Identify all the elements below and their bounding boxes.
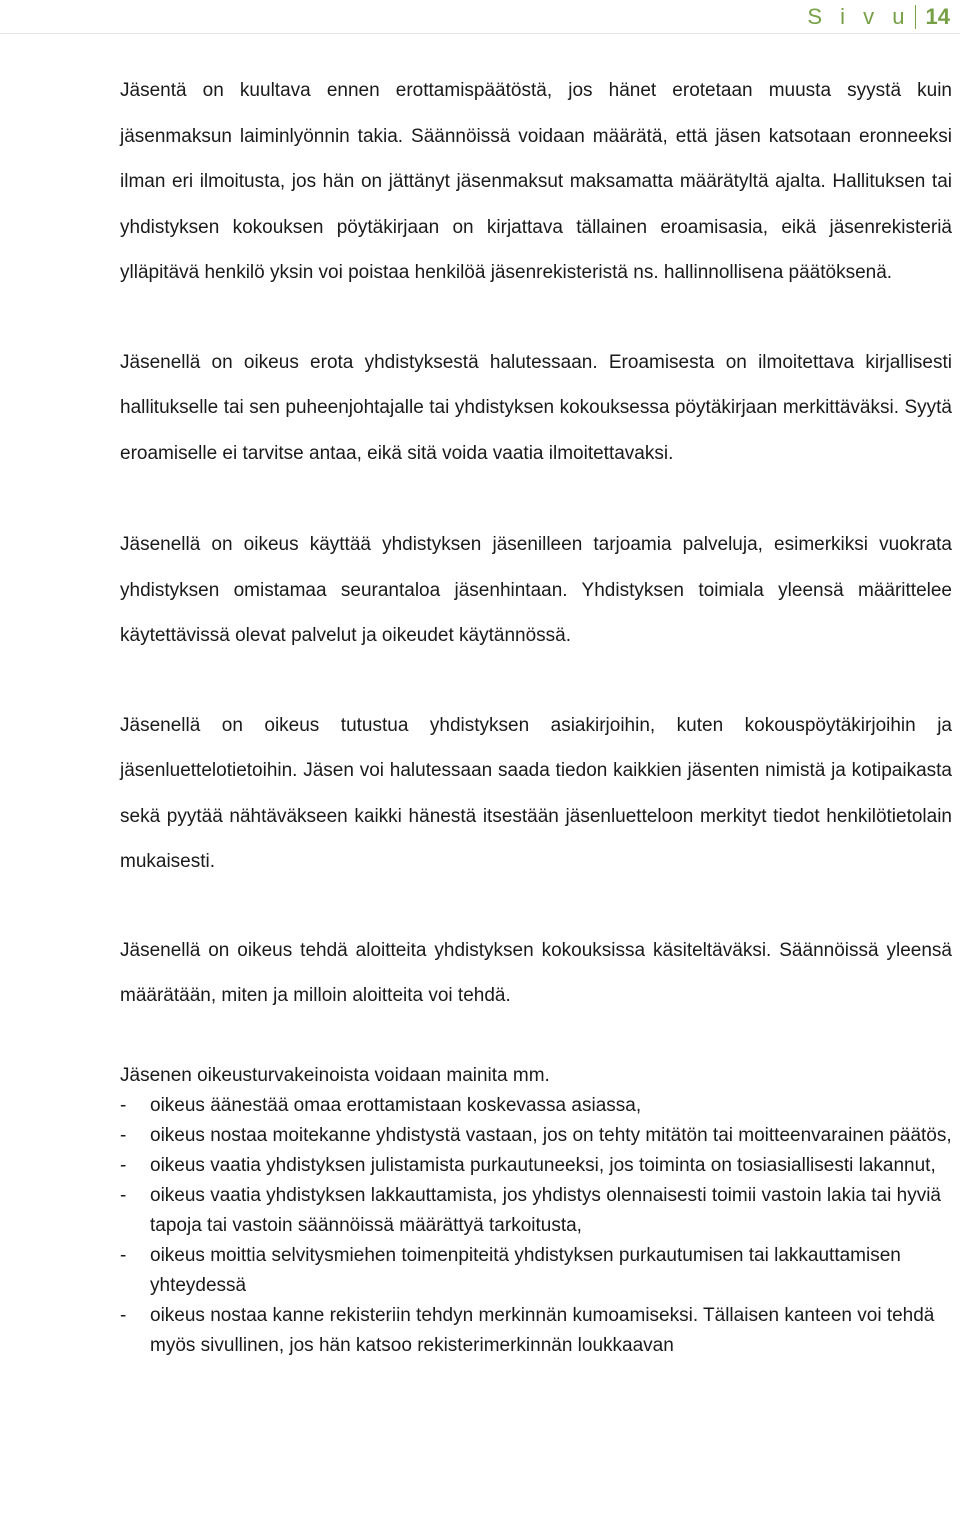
- page-header: [807, 4, 950, 30]
- list-dash: -: [120, 1184, 127, 1206]
- list-item-text: oikeus nostaa kanne rekisteriin tehdyn merkinnän kumoamiseksi. Tällaisen kanteen voi tehdä myös sivullinen, jos hän katsoo rekisterimerkinnän loukkaavan: [150, 1304, 935, 1356]
- list-dash: -: [120, 1154, 127, 1176]
- legal-remedies-list: [120, 1091, 952, 1361]
- list-item-text: oikeus moittia selvitysmiehen toimenpiteitä yhdistyksen purkautumisen tai lakkauttamisen yhteydessä: [150, 1244, 901, 1296]
- page-label: S i v u: [807, 4, 911, 29]
- page-number: 14: [925, 4, 950, 29]
- header-divider: [915, 5, 916, 29]
- header-rule: [0, 33, 960, 34]
- list-item: [120, 1121, 952, 1151]
- paragraph-documents: Jäsenellä on oikeus tutustua yhdistyksen asiakirjoihin, kuten kokouspöytäkirjoihin ja jäsenluettelotietoihin. Jäsen voi halutessaan saada tiedon kaikkien jäsenten nimistä ja kotipaikasta sekä pyytää nähtäväkseen kaikki hänestä itsestään jäsenluetteloon merkityt tiedot henkilötietolain mukaisesti.: [120, 714, 952, 872]
- legal-remedies-intro: Jäsenen oikeusturvakeinoista voidaan mainita mm.: [120, 1064, 550, 1086]
- list-dash: -: [120, 1094, 127, 1116]
- list-dash: -: [120, 1244, 127, 1266]
- paragraph-services: Jäsenellä on oikeus käyttää yhdistyksen jäsenilleen tarjoamia palveluja, esimerkiksi vuokrata yhdistyksen omistamaa seurantaloa jäsenhintaan. Yhdistyksen toimiala yleensä määrittelee käytettävissä olevat palvelut ja oikeudet käytännössä.: [120, 534, 952, 646]
- list-item: [120, 1181, 952, 1241]
- list-item: [120, 1151, 952, 1181]
- document-body: [120, 68, 952, 1361]
- list-item: [120, 1241, 952, 1301]
- list-item-text: oikeus vaatia yhdistyksen lakkauttamista, jos yhdistys olennaisesti toimii vastoin lakia tai hyviä tapoja tai vastoin säännöissä määrättyä tarkoitusta,: [150, 1184, 941, 1236]
- paragraph-expulsion-hearing: Jäsentä on kuultava ennen erottamispäätöstä, jos hänet erotetaan muusta syystä kuin jäsenmaksun laiminlyönnin takia. Säännöissä voidaan määrätä, että jäsen katsotaan eronneeksi ilman eri ilmoitusta, jos hän on jättänyt jäsenmaksut maksamatta määrätyltä ajalta. Hallituksen tai yhdistyksen kokouksen pöytäkirjaan on kirjattava tällainen eroamisasia, eikä jäsenrekisteriä ylläpitävä henkilö yksin voi poistaa henkilöä jäsenrekisteristä ns. hallinnollisena päätöksenä.: [120, 80, 952, 283]
- list-item-text: oikeus vaatia yhdistyksen julistamista purkautuneeksi, jos toiminta on tosiasiallisesti lakannut,: [150, 1154, 936, 1176]
- list-item: [120, 1091, 952, 1121]
- legal-remedies-section: [120, 1061, 952, 1361]
- list-item: [120, 1301, 952, 1361]
- list-dash: -: [120, 1124, 127, 1146]
- paragraph-initiatives: Jäsenellä on oikeus tehdä aloitteita yhdistyksen kokouksissa käsiteltäväksi. Säännöissä yleensä määrätään, miten ja milloin aloitteita voi tehdä.: [120, 939, 952, 1006]
- list-dash: -: [120, 1304, 127, 1326]
- list-item-text: oikeus nostaa moitekanne yhdistystä vastaan, jos on tehty mitätön tai moitteenvarainen päätös,: [150, 1124, 952, 1146]
- list-item-text: oikeus äänestää omaa erottamistaan koskevassa asiassa,: [150, 1094, 642, 1116]
- paragraph-resignation: Jäsenellä on oikeus erota yhdistyksestä halutessaan. Eroamisesta on ilmoitettava kirjallisesti hallitukselle tai sen puheenjohtajalle tai yhdistyksen kokouksessa pöytäkirjaan merkittäväksi. Syytä eroamiselle ei tarvitse antaa, eikä sitä voida vaatia ilmoitettavaksi.: [120, 351, 952, 464]
